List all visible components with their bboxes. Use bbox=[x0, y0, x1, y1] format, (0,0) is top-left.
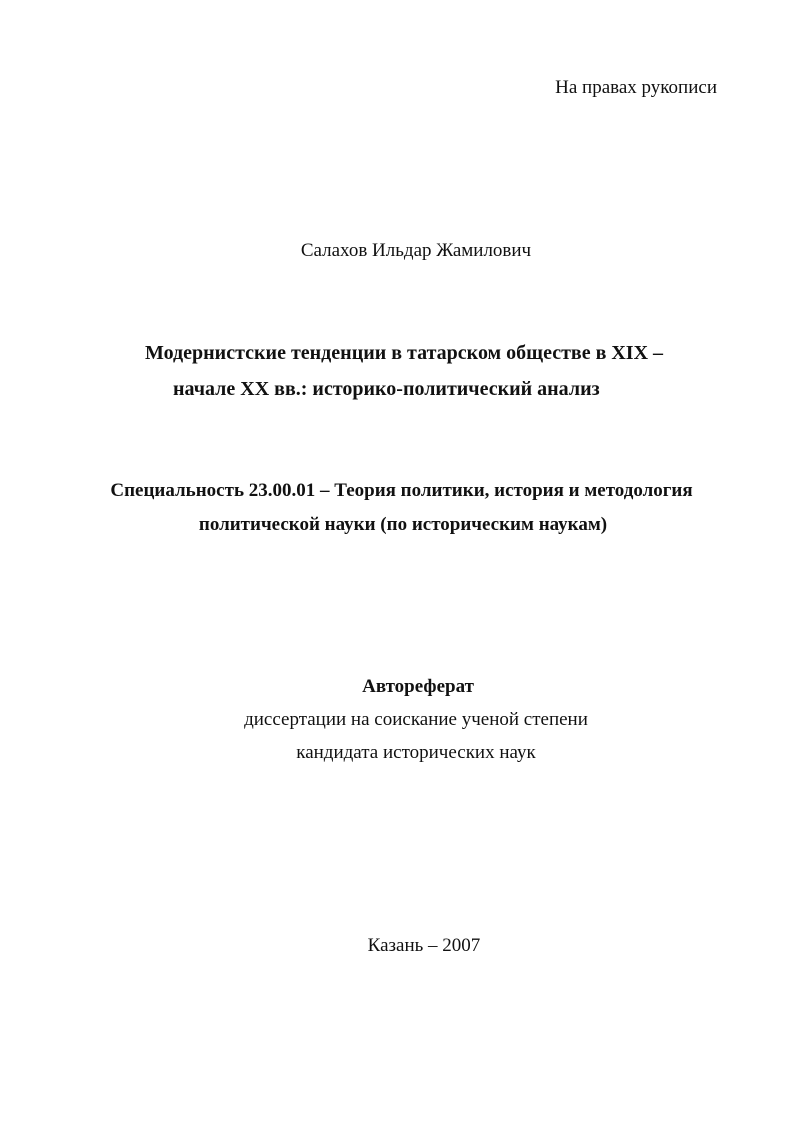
specialty-line-2: политической науки (по историческим наукам) bbox=[198, 514, 608, 535]
dissertation-title-line-1: Модернистские тенденции в татарском обществе в XIX – bbox=[145, 342, 664, 364]
specialty-line-1: Специальность 23.00.01 – Теория политики, история и методология bbox=[110, 480, 693, 501]
abstract-heading: Автореферат bbox=[362, 676, 474, 697]
dissertation-title-line-2: начале XX вв.: историко-политический анализ bbox=[173, 378, 600, 400]
author-name: Салахов Ильдар Жамилович bbox=[300, 240, 532, 261]
place-and-year: Казань – 2007 bbox=[367, 935, 481, 956]
rights-notice: На правах рукописи bbox=[555, 77, 717, 98]
degree-line-1: диссертации на соискание ученой степени bbox=[244, 709, 588, 730]
degree-line-2: кандидата исторических наук bbox=[296, 742, 536, 763]
